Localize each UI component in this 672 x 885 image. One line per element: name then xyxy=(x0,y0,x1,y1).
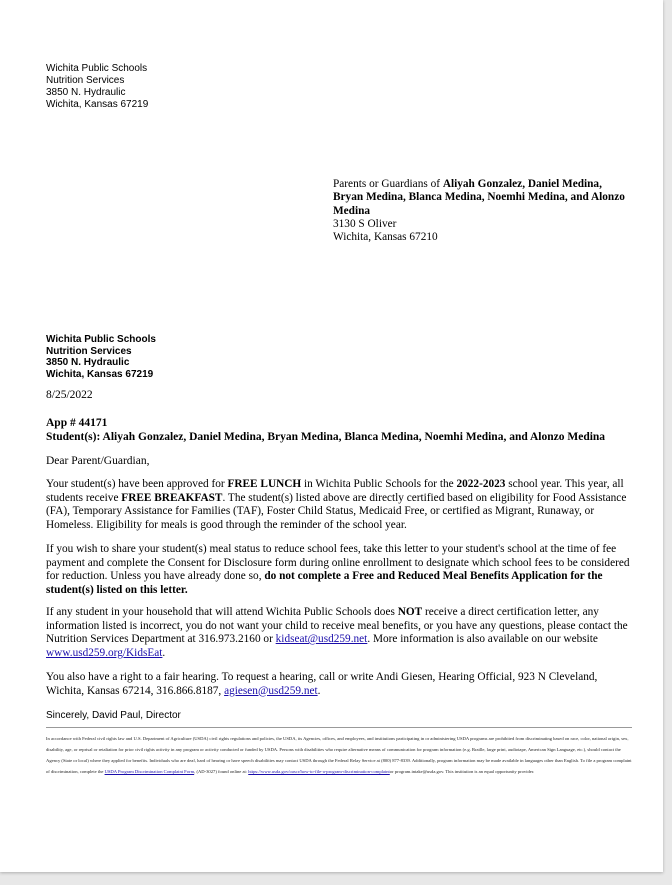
letterhead-line: 3850 N. Hydraulic xyxy=(46,357,130,369)
nondiscrimination-statement xyxy=(46,734,632,778)
text: in Wichita Public Schools for the xyxy=(301,478,457,490)
text: . xyxy=(162,646,166,659)
contact-paragraph xyxy=(46,606,634,660)
kidseat-website-link[interactable]: www.usd259.org/KidsEat xyxy=(46,646,163,659)
app-number: App # 44171 xyxy=(46,417,108,429)
signature: Sincerely, David Paul, Director xyxy=(46,710,181,721)
free-breakfast-label: FREE BREAKFAST xyxy=(121,491,223,504)
hearing-email-link[interactable]: agiesen@usd259.net xyxy=(224,684,318,697)
recipient-names xyxy=(333,178,633,218)
text: school year. This year, all students receive xyxy=(46,478,624,504)
letter-date: 8/25/2022 xyxy=(46,389,93,401)
recipient-city: Wichita, Kansas 67210 xyxy=(333,231,438,244)
text: , (AD-3027) found online at: xyxy=(194,768,249,774)
recipient-street: 3130 S Oliver xyxy=(333,217,397,230)
student-names: Aliyah Gonzalez, Daniel Medina, Bryan Medina, Blanca Medina, Noemhi Medina, and Alonzo Medina xyxy=(333,178,625,217)
recipient-prefix: Parents or Guardians of xyxy=(333,178,443,190)
letterhead-line: Wichita Public Schools xyxy=(46,334,156,345)
hearing-paragraph xyxy=(46,671,634,698)
text: If any student in your household that will attend Wichita Public Schools does xyxy=(46,606,398,618)
students-line: Student(s): Aliyah Gonzalez, Daniel Medina, Bryan Medina, Blanca Medina, Noemhi Medina, and Alonzo Medina xyxy=(46,431,606,443)
warning-text: do not complete a Free and Reduced Meal Benefits Application for the student(s) listed on this letter. xyxy=(46,570,603,596)
letterhead xyxy=(46,334,156,380)
application-info xyxy=(46,416,605,444)
kidseat-email-link[interactable]: kidseat@usd259.net xyxy=(275,633,368,646)
text: . The student(s) listed above are directly certified based on eligibility for Food Assistance (FA), Temporary Assistance for Families (TAF), Foster Child Status, Medicaid Free, or certified as Migrant, Runaway, or Homeless. Eligibility for meals is good through the reminder of the school year. xyxy=(46,491,627,531)
text: In accordance with Federal civil rights law and U.S. Department of Agriculture (USDA) civil rights regulations and policies, the USDA, its Agencies, offices, and employees, and institutions participating in or administering USDA programs are prohibited from discriminating based on race, color, national origin, sex, disability, age, or reprisal or retaliation for prior civil rights activity in any program or activity conducted or funded by USDA. Persons with disabilities who require alternative means of communication for program information (e.g. Braille, large print, audiotape, American Sign Language, etc.), should contact the Agency (State or local) where they applied for benefits. Individuals who are deaf, hard of hearing or have speech disabilities may contact USDA through the Federal Relay Service at (800) 877-8339. Additionally, program information may be made available in languages other than English. To file a program complaint of discrimination, complete the xyxy=(46,736,632,774)
letterhead-line: Nutrition Services xyxy=(46,345,132,357)
text: If you wish to share your student(s) meal status to reduce school fees, take this letter to your student's school at the time of fee payment and complete the Consent for Disclosure form during online enrollment to designate which school fees to be considered for reduction. Unless you have already done so, xyxy=(46,543,630,583)
text: . More information is also available on our website xyxy=(367,633,598,646)
text: You also have a right to a fair hearing. To request a hearing, call or write Andi Giesen, Hearing Official, 923 N Cleveland, Wichita, Kansas 67214, 316.866.8187, xyxy=(46,671,598,697)
return-address-line: Wichita Public Schools xyxy=(46,63,148,74)
usda-complaint-url-link[interactable]: https://www.usda.gov/oascr/how-to-file-a-program-discrimination-complaint xyxy=(248,768,390,774)
return-address-line: Nutrition Services xyxy=(46,75,125,86)
text: receive a direct certification letter, any information listed is incorrect, you do not want your child to receive meal benefits, or you have any questions, please contact the Nutrition Services Department at 316.973.2160 or xyxy=(46,606,628,646)
text: . xyxy=(317,684,321,697)
return-address xyxy=(46,63,148,111)
fees-paragraph xyxy=(46,543,634,597)
return-address-line: Wichita, Kansas 67219 xyxy=(46,99,149,110)
divider xyxy=(46,727,632,728)
approval-paragraph xyxy=(46,478,634,532)
free-lunch-label: FREE LUNCH xyxy=(227,478,302,490)
letterhead-line: Wichita, Kansas 67219 xyxy=(46,368,154,380)
not-emphasis: NOT xyxy=(397,606,423,618)
return-address-line: 3850 N. Hydraulic xyxy=(46,87,126,98)
greeting: Dear Parent/Guardian, xyxy=(46,455,150,467)
text: Your student(s) have been approved for xyxy=(46,478,228,490)
complaint-form-link[interactable]: USDA Program Discrimination Complaint Form xyxy=(104,768,195,774)
school-year: 2022-2023 xyxy=(456,478,506,490)
recipient-address xyxy=(333,178,633,244)
text: or program.intake@usda.gov. This institution is an equal opportunity provider. xyxy=(389,768,535,774)
